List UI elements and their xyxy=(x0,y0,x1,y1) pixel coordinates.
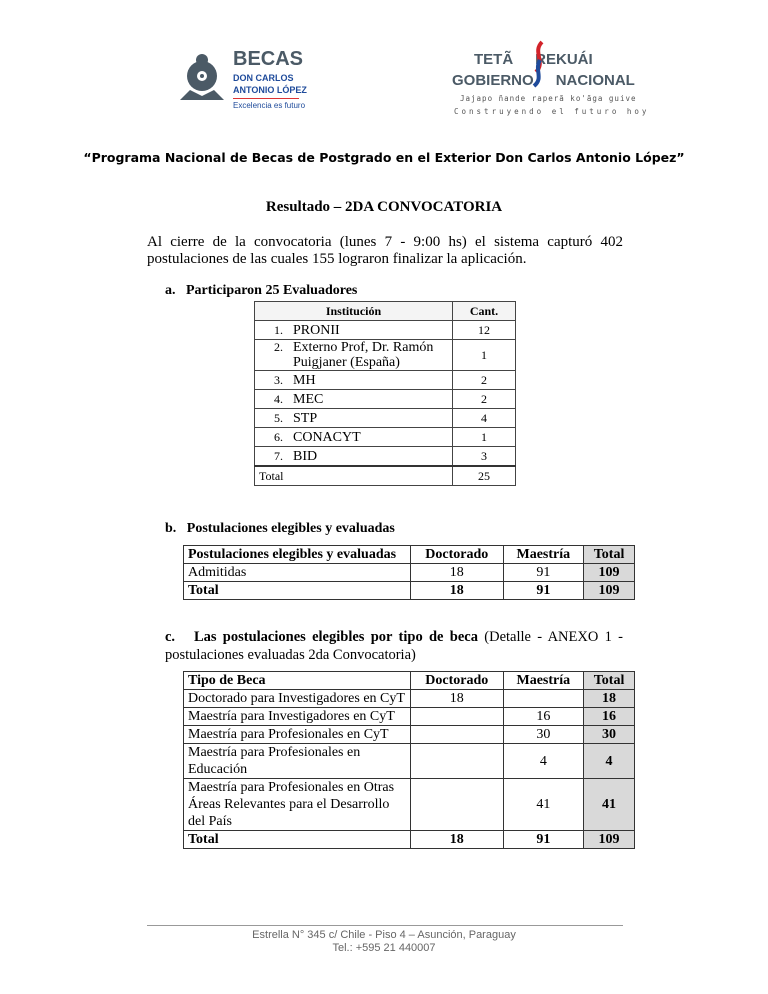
evaluators-table xyxy=(254,301,516,486)
row-number: 3. xyxy=(274,372,283,387)
doctorado-cell xyxy=(411,708,504,726)
maestria-cell xyxy=(503,690,584,708)
lamp-book-icon xyxy=(178,52,226,102)
maestria-cell: 30 xyxy=(503,726,584,744)
count-cell: 3 xyxy=(453,447,516,467)
row-label: Maestría para Profesionales en Otras Áreas Relevantes para el Desarrollo del País xyxy=(184,779,411,831)
logo-teta: TETÃ xyxy=(474,51,514,68)
institution-name: MH xyxy=(293,372,316,388)
total-cell: 109 xyxy=(584,582,635,600)
row-label: Maestría para Investigadores en CyT xyxy=(184,708,411,726)
total-label: Total xyxy=(255,466,453,486)
maestria-cell: 91 xyxy=(503,582,584,600)
total-cell: 30 xyxy=(584,726,635,744)
institution-cell xyxy=(255,321,453,340)
institution-name: STP xyxy=(293,410,318,426)
table-row xyxy=(184,582,635,600)
total-cell: 109 xyxy=(584,831,635,849)
row-label: Doctorado para Investigadores en CyT xyxy=(184,690,411,708)
row-number: 6. xyxy=(274,429,283,444)
institution-cell xyxy=(255,409,453,428)
eligible-applications-table xyxy=(183,545,635,600)
doctorado-cell: 18 xyxy=(411,690,504,708)
logo-line2: DON CARLOS xyxy=(233,73,294,83)
table-row xyxy=(184,779,635,831)
logo-becas-text: BECAS xyxy=(233,48,304,70)
row-number: 1. xyxy=(274,322,283,337)
footer-divider xyxy=(147,925,623,926)
doctorado-cell xyxy=(411,726,504,744)
maestria-cell: 91 xyxy=(503,831,584,849)
total-value: 25 xyxy=(453,466,516,486)
table-row xyxy=(184,708,635,726)
col-header: Institución xyxy=(255,302,453,321)
total-cell: 109 xyxy=(584,564,635,582)
maestria-cell: 91 xyxy=(503,564,584,582)
doctorado-cell: 18 xyxy=(411,831,504,849)
table-row xyxy=(255,409,516,428)
section-c-heading-bold: c. Las postulaciones elegibles por tipo de beca xyxy=(165,629,478,645)
document-title: “Programa Nacional de Becas de Postgrado en el Exterior Don Carlos Antonio López” xyxy=(83,150,685,165)
institution-cell xyxy=(255,428,453,447)
total-cell: 41 xyxy=(584,779,635,831)
becas-logo xyxy=(178,48,328,123)
section-c-heading-detail: (Detalle - ANEXO 1 - postulaciones evaluadas 2da Convocatoria) xyxy=(165,629,623,663)
doctorado-cell: 18 xyxy=(411,582,504,600)
row-label: Maestría para Profesionales en Educación xyxy=(184,744,411,779)
table-row xyxy=(255,390,516,409)
table-row xyxy=(184,726,635,744)
table-row xyxy=(184,744,635,779)
count-cell: 1 xyxy=(453,428,516,447)
logo-nacional: NACIONAL xyxy=(555,72,635,89)
gobierno-nacional-logo xyxy=(452,36,650,122)
logo-rekuai: REKUÁI xyxy=(535,51,593,68)
logo-line3: ANTONIO LÓPEZ xyxy=(233,85,307,95)
maestria-cell: 16 xyxy=(503,708,584,726)
doctorado-cell: 18 xyxy=(411,564,504,582)
institution-name: MEC xyxy=(293,391,324,407)
institution-cell xyxy=(255,371,453,390)
table-row xyxy=(184,831,635,849)
total-cell: 18 xyxy=(584,690,635,708)
section-b-heading: b. Postulaciones elegibles y evaluadas xyxy=(165,521,395,536)
count-cell: 12 xyxy=(453,321,516,340)
col-header: Tipo de Beca xyxy=(184,672,411,690)
table-row xyxy=(255,447,516,467)
institution-cell xyxy=(255,447,453,467)
col-header: Doctorado xyxy=(411,546,504,564)
col-header: Total xyxy=(584,546,635,564)
count-cell: 1 xyxy=(453,340,516,371)
table-row xyxy=(184,564,635,582)
doctorado-cell xyxy=(411,744,504,779)
table-row xyxy=(255,428,516,447)
logo-tagline: Excelencia es futuro xyxy=(233,101,306,110)
maestria-cell: 41 xyxy=(503,779,584,831)
institution-name: Externo Prof, Dr. Ramón Puigjaner (España) xyxy=(293,340,434,370)
institution-cell xyxy=(255,340,453,371)
col-header: Cant. xyxy=(453,302,516,321)
row-label: Maestría para Profesionales en CyT xyxy=(184,726,411,744)
result-subtitle: Resultado – 2DA CONVOCATORIA xyxy=(265,199,503,215)
row-number: 2. xyxy=(274,340,283,354)
table-row xyxy=(255,321,516,340)
logo-gobierno: GOBIERNO xyxy=(452,72,534,89)
table-row xyxy=(255,371,516,390)
institution-name: CONACYT xyxy=(293,429,361,445)
section-a-heading: a. Participaron 25 Evaluadores xyxy=(165,283,358,298)
institution-cell xyxy=(255,390,453,409)
logo-tag-spanish: Construyendo el futuro hoy xyxy=(454,107,650,116)
col-header: Doctorado xyxy=(411,672,504,690)
row-label: Admitidas xyxy=(184,564,411,582)
flag-ribbon-icon xyxy=(530,40,548,90)
maestria-cell: 4 xyxy=(503,744,584,779)
institution-name: BID xyxy=(293,448,318,464)
count-cell: 2 xyxy=(453,390,516,409)
intro-paragraph: Al cierre de la convocatoria (lunes 7 - 9:00 hs) el sistema capturó 402 postulaciones de las cuales 155 lograron finalizar la aplicación. xyxy=(147,234,623,267)
logo-tag-guarani: Jajapo ñande raperã ko'ãga guive xyxy=(460,94,637,103)
row-label: Total xyxy=(184,831,411,849)
row-number: 5. xyxy=(274,410,283,425)
count-cell: 4 xyxy=(453,409,516,428)
table-row xyxy=(184,690,635,708)
footer-phone: Tel.: +595 21 440007 xyxy=(332,942,436,954)
count-cell: 2 xyxy=(453,371,516,390)
col-header: Total xyxy=(584,672,635,690)
row-number: 4. xyxy=(274,391,283,406)
col-header: Maestría xyxy=(503,672,584,690)
col-header: Postulaciones elegibles y evaluadas xyxy=(184,546,411,564)
col-header: Maestría xyxy=(503,546,584,564)
row-label: Total xyxy=(184,582,411,600)
total-cell: 4 xyxy=(584,744,635,779)
section-c-heading xyxy=(165,628,623,664)
institution-name: PRONII xyxy=(293,322,340,338)
row-number: 7. xyxy=(274,448,283,463)
table-row xyxy=(255,340,516,371)
doctorado-cell xyxy=(411,779,504,831)
total-cell: 16 xyxy=(584,708,635,726)
scholarship-type-table xyxy=(183,671,635,849)
footer-address: Estrella N° 345 c/ Chile - Piso 4 – Asunción, Paraguay xyxy=(252,929,516,941)
